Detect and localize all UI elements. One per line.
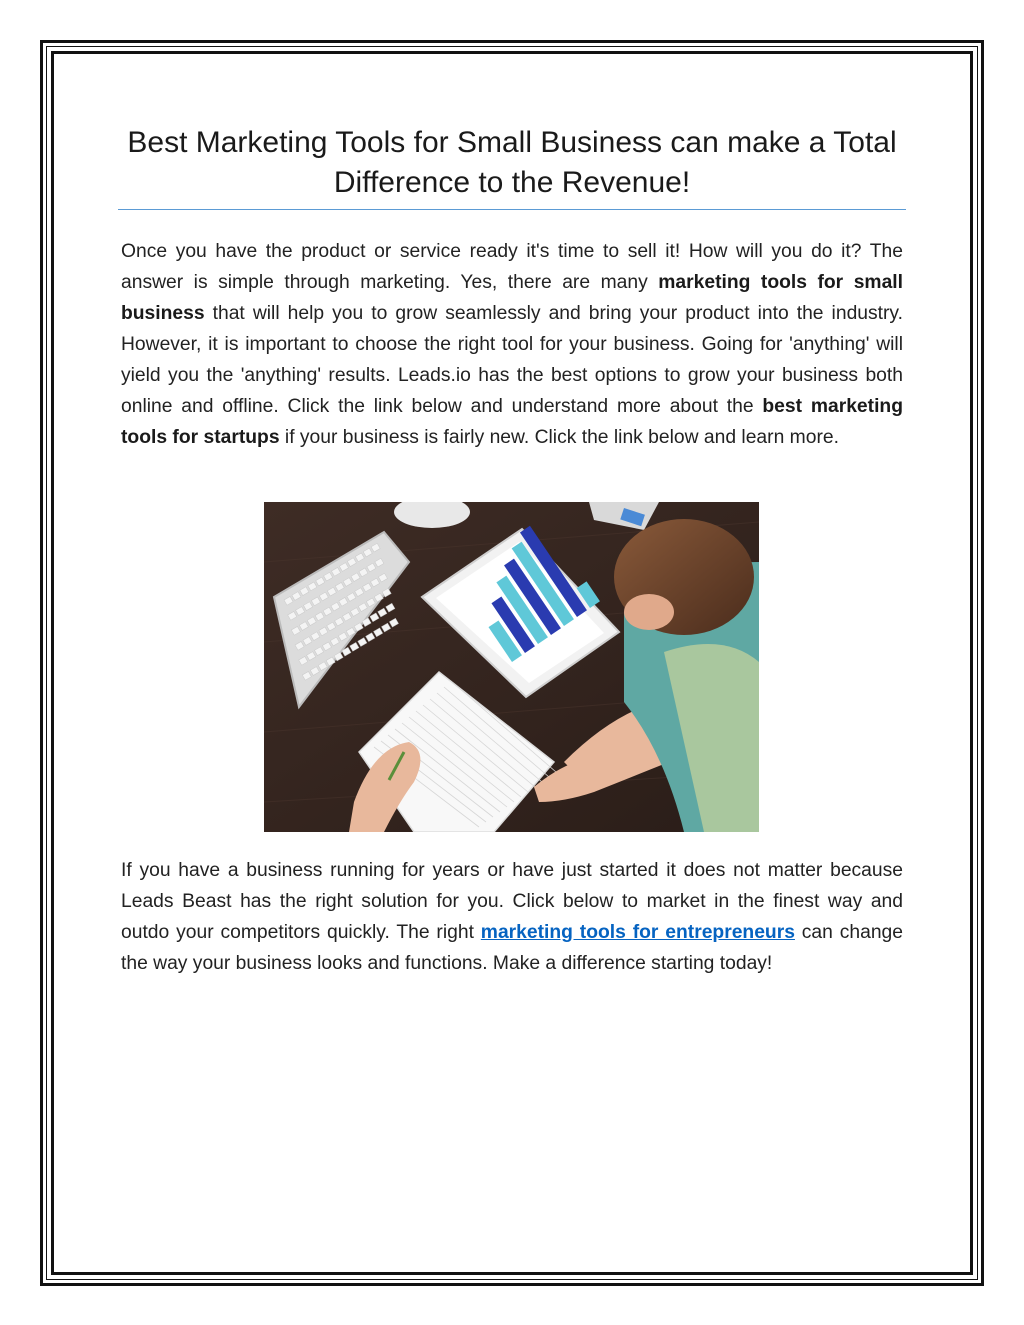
intro-paragraph [121, 236, 903, 453]
closing-paragraph [121, 855, 903, 979]
face [624, 594, 674, 630]
marketing-photo [264, 502, 759, 832]
document-title: Best Marketing Tools for Small Business can make a Total Difference to the Revenue! [127, 126, 897, 199]
entrepreneurs-tools-link[interactable]: marketing tools for entrepreneurs [480, 922, 795, 943]
intro-text-2: that will help you to grow seamlessly and bring your product into the industry. However, it is important to choose the right tool for your business. Going for 'anything' will yield you the 'anything' results. Leads.io has the best options to grow your business both online and offline. Click the link below and understand more about the [121, 303, 903, 417]
title-underline-rule [118, 209, 906, 210]
closing-text-1: If you have a business running for years or have just started it does not matter because Leads Beast has the right solution for you. Click below to market in the finest way and outdo your competitors quickly. The right [121, 860, 903, 943]
intro-text-1: Once you have the product or service ready it's time to sell it! How will you do it? The answer is simple through marketing. Yes, there are many [121, 241, 903, 293]
closing-text-2: can change the way your business looks and functions. Make a difference starting today! [121, 922, 903, 974]
intro-bold-keyword-2: best marketing tools for startups [121, 396, 903, 448]
intro-bold-keyword-1: marketing tools for small business [121, 272, 903, 324]
intro-text-3: if your business is fairly new. Click the link below and learn more. [279, 427, 839, 448]
